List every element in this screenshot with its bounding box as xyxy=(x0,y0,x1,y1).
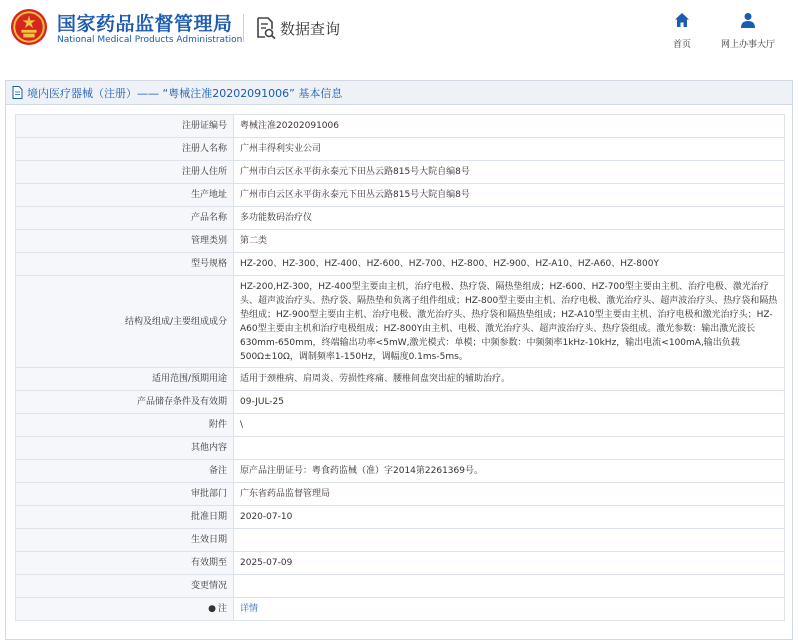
data-query-label: 数据查询 xyxy=(280,19,341,38)
field-value: 粤械注准20202091006 xyxy=(234,115,785,138)
table-row xyxy=(16,483,785,506)
field-value: 多功能数码治疗仪 xyxy=(234,207,785,230)
field-value xyxy=(234,575,785,598)
field-value: 原产品注册证号：粤食药监械（准）字2014第2261369号。 xyxy=(234,460,785,483)
panel-title: 境内医疗器械（注册）—— “粤械注准20202091006” 基本信息 xyxy=(27,86,343,100)
table-row xyxy=(16,161,785,184)
field-label: 产品储存条件及有效期 xyxy=(16,391,234,414)
pin-icon: ● xyxy=(208,604,216,614)
registration-info-table xyxy=(15,114,785,621)
field-label: 附件 xyxy=(16,414,234,437)
nav-home[interactable] xyxy=(668,12,696,51)
table-row xyxy=(16,276,785,368)
panel-header xyxy=(6,81,792,105)
field-value xyxy=(234,529,785,552)
field-label: 生产地址 xyxy=(16,184,234,207)
field-value: 广州丰得利实业公司 xyxy=(234,138,785,161)
table-row xyxy=(16,529,785,552)
table-row xyxy=(16,230,785,253)
field-label: 型号规格 xyxy=(16,253,234,276)
site-header xyxy=(0,0,798,60)
table-row xyxy=(16,506,785,529)
table-row xyxy=(16,184,785,207)
field-label: 注册证编号 xyxy=(16,115,234,138)
field-value: HZ-200、HZ-300、HZ-400、HZ-600、HZ-700、HZ-800、HZ-900、HZ-A10、HZ-A60、HZ-800Y xyxy=(234,253,785,276)
field-value: 09-JUL-25 xyxy=(234,391,785,414)
field-value: 第二类 xyxy=(234,230,785,253)
field-value-cell xyxy=(234,598,785,621)
data-query-title xyxy=(256,16,340,40)
field-label: 注册人住所 xyxy=(16,161,234,184)
national-emblem-icon[interactable] xyxy=(10,8,48,46)
home-icon xyxy=(674,12,690,28)
field-label: 有效期至 xyxy=(16,552,234,575)
field-value: 广州市白云区永平街永泰元下田丛云路815号大院自编8号 xyxy=(234,184,785,207)
field-value xyxy=(234,437,785,460)
table-row xyxy=(16,391,785,414)
detail-panel xyxy=(5,80,793,640)
table-row xyxy=(16,575,785,598)
field-value: HZ-200,HZ-300，HZ-400型主要由主机，治疗电极、热疗袋、隔热垫组成；HZ-600、HZ-700型主要由主机、治疗电极、激光治疗头、超声波治疗头、热疗袋、隔热垫和负离子组件组成；HZ-800型主要由主机、治疗电极、激光治疗头、超声波治疗头、热疗袋和隔热垫组成；HZ-900型主要由主机、治疗电极、激光治疗头、热疗袋和隔热垫组成；HZ-A10型主要由主机、治疗电极和激光治疗头；HZ-A60型主要由主机和治疗电极组成；HZ-800Y由主机、电极、激光治疗头、超声波治疗头、热疗袋组成。激光参数：输出激光波长630mm-650mm，终端输出功率<5mW,激光模式：单模；中频参数：中频频率1kHz-10kHz，输出电流<100mA,输出负载500Ω±10Ω，调制频率1-150Hz，调幅度0.1ms-5ms。 xyxy=(234,276,785,368)
field-label: 备注 xyxy=(16,460,234,483)
document-icon xyxy=(12,86,23,99)
agency-name-cn[interactable]: 国家药品监督管理局 xyxy=(57,13,233,35)
table-row xyxy=(16,253,785,276)
table-row xyxy=(16,138,785,161)
agency-name-en[interactable]: National Medical Products Administration xyxy=(57,35,243,45)
table-row xyxy=(16,207,785,230)
details-link[interactable]: 详情 xyxy=(240,604,259,614)
table-row xyxy=(16,437,785,460)
field-value: 2025-07-09 xyxy=(234,552,785,575)
table-row xyxy=(16,598,785,621)
document-search-icon xyxy=(256,17,276,39)
field-label: 结构及组成/主要组成成分 xyxy=(16,276,234,368)
field-label: 批准日期 xyxy=(16,506,234,529)
user-icon xyxy=(740,12,756,28)
field-value: 广州市白云区永平街永泰元下田丛云路815号大院自编8号 xyxy=(234,161,785,184)
nav-home-label: 首页 xyxy=(672,40,691,50)
field-value: 广东省药品监督管理局 xyxy=(234,483,785,506)
field-label: 注 xyxy=(217,604,227,614)
table-row xyxy=(16,414,785,437)
nav-service-hall-label: 网上办事大厅 xyxy=(720,40,775,50)
table-row xyxy=(16,460,785,483)
field-label: 产品名称 xyxy=(16,207,234,230)
field-value: \ xyxy=(234,414,785,437)
field-value: 2020-07-10 xyxy=(234,506,785,529)
field-label: 变更情况 xyxy=(16,575,234,598)
field-value: 适用于颈椎病、肩周炎、劳损性疼痛、腰椎间盘突出症的辅助治疗。 xyxy=(234,368,785,391)
field-label: 其他内容 xyxy=(16,437,234,460)
field-label: 审批部门 xyxy=(16,483,234,506)
field-label: 注册人名称 xyxy=(16,138,234,161)
field-label: 适用范围/预期用途 xyxy=(16,368,234,391)
field-label: 管理类别 xyxy=(16,230,234,253)
note-label-cell xyxy=(16,598,234,621)
header-divider xyxy=(243,14,244,42)
field-label: 生效日期 xyxy=(16,529,234,552)
table-row xyxy=(16,552,785,575)
table-row xyxy=(16,368,785,391)
nav-service-hall[interactable] xyxy=(715,12,781,51)
table-row xyxy=(16,115,785,138)
